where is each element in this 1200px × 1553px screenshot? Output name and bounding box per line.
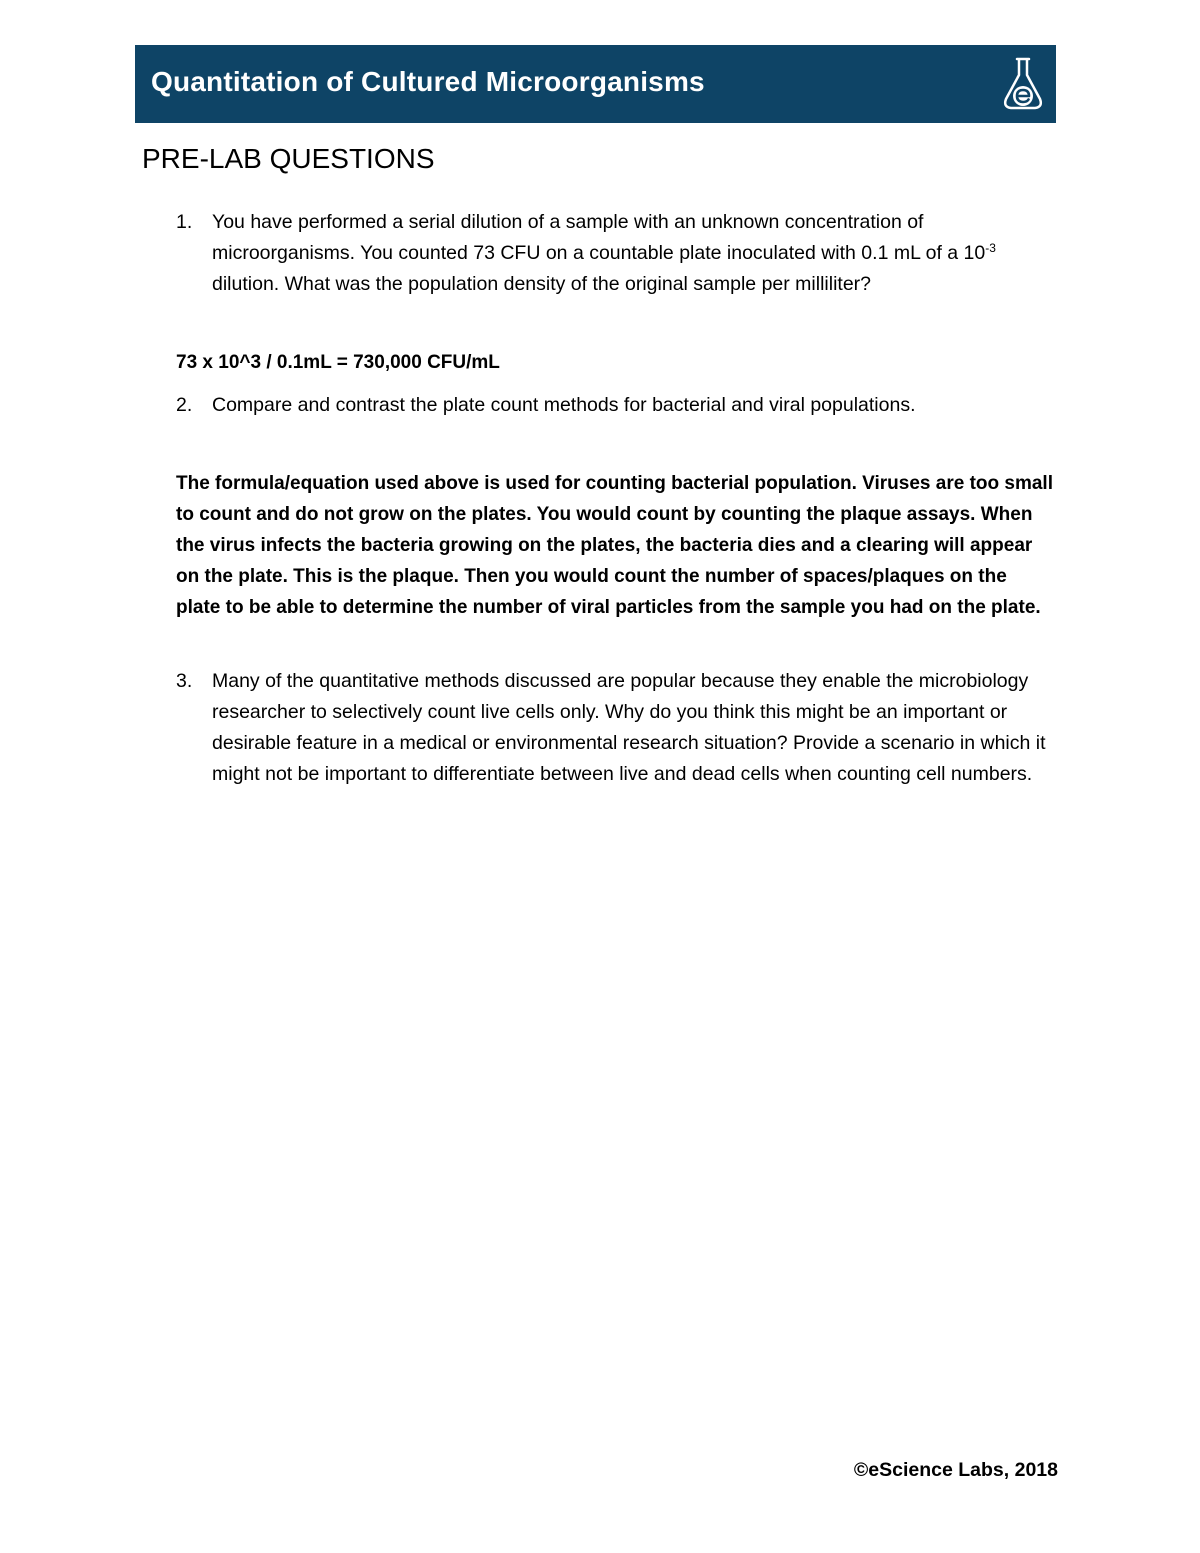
- header-bar: [135, 45, 1056, 123]
- flask-e-logo-icon: [1000, 55, 1046, 113]
- question-number: 1.: [176, 211, 193, 233]
- question-1: [176, 207, 1056, 300]
- question-number: 2.: [176, 394, 193, 416]
- question-text: You have performed a serial dilution of a sample with an unknown concentration of microorganisms. You counted 73 CFU on a countable plate inoculated with 0.1 mL of a $10^{-3}$ dilution. What was the population density of the original sample per milliliter?: [212, 211, 996, 295]
- answer-2: The formula/equation used above is used for counting bacterial population. Viruses are too small to count and do not grow on the plates. You would count by counting the plaque assays. When the virus infects the bacteria growing on the plates, the bacteria dies and a clearing will appear on the plate. This is the plaque. Then you would count the number of spaces/plaques on the plate to be able to determine the number of viral particles from the sample you had on the plate.: [176, 473, 1053, 618]
- document-title: Quantitation of Cultured Microorganisms: [151, 66, 705, 97]
- question-text: Many of the quantitative methods discussed are popular because they enable the microbiology researcher to selectively count live cells only. Why do you think this might be an important or desirable feature in a medical or environmental research situation? Provide a scenario in which it might not be important to differentiate between live and dead cells when counting cell numbers.: [212, 670, 1046, 785]
- footer-copyright: ©eScience Labs, 2018: [853, 1459, 1058, 1481]
- question-text: Compare and contrast the plate count methods for bacterial and viral populations.: [212, 394, 916, 416]
- question-number: 3.: [176, 670, 193, 692]
- answer-1: 73 x 10^3 / 0.1mL = 730,000 CFU/mL: [176, 352, 500, 373]
- question-3: [176, 666, 1056, 790]
- section-heading: PRE-LAB QUESTIONS: [142, 143, 435, 174]
- question-2: [176, 390, 1056, 421]
